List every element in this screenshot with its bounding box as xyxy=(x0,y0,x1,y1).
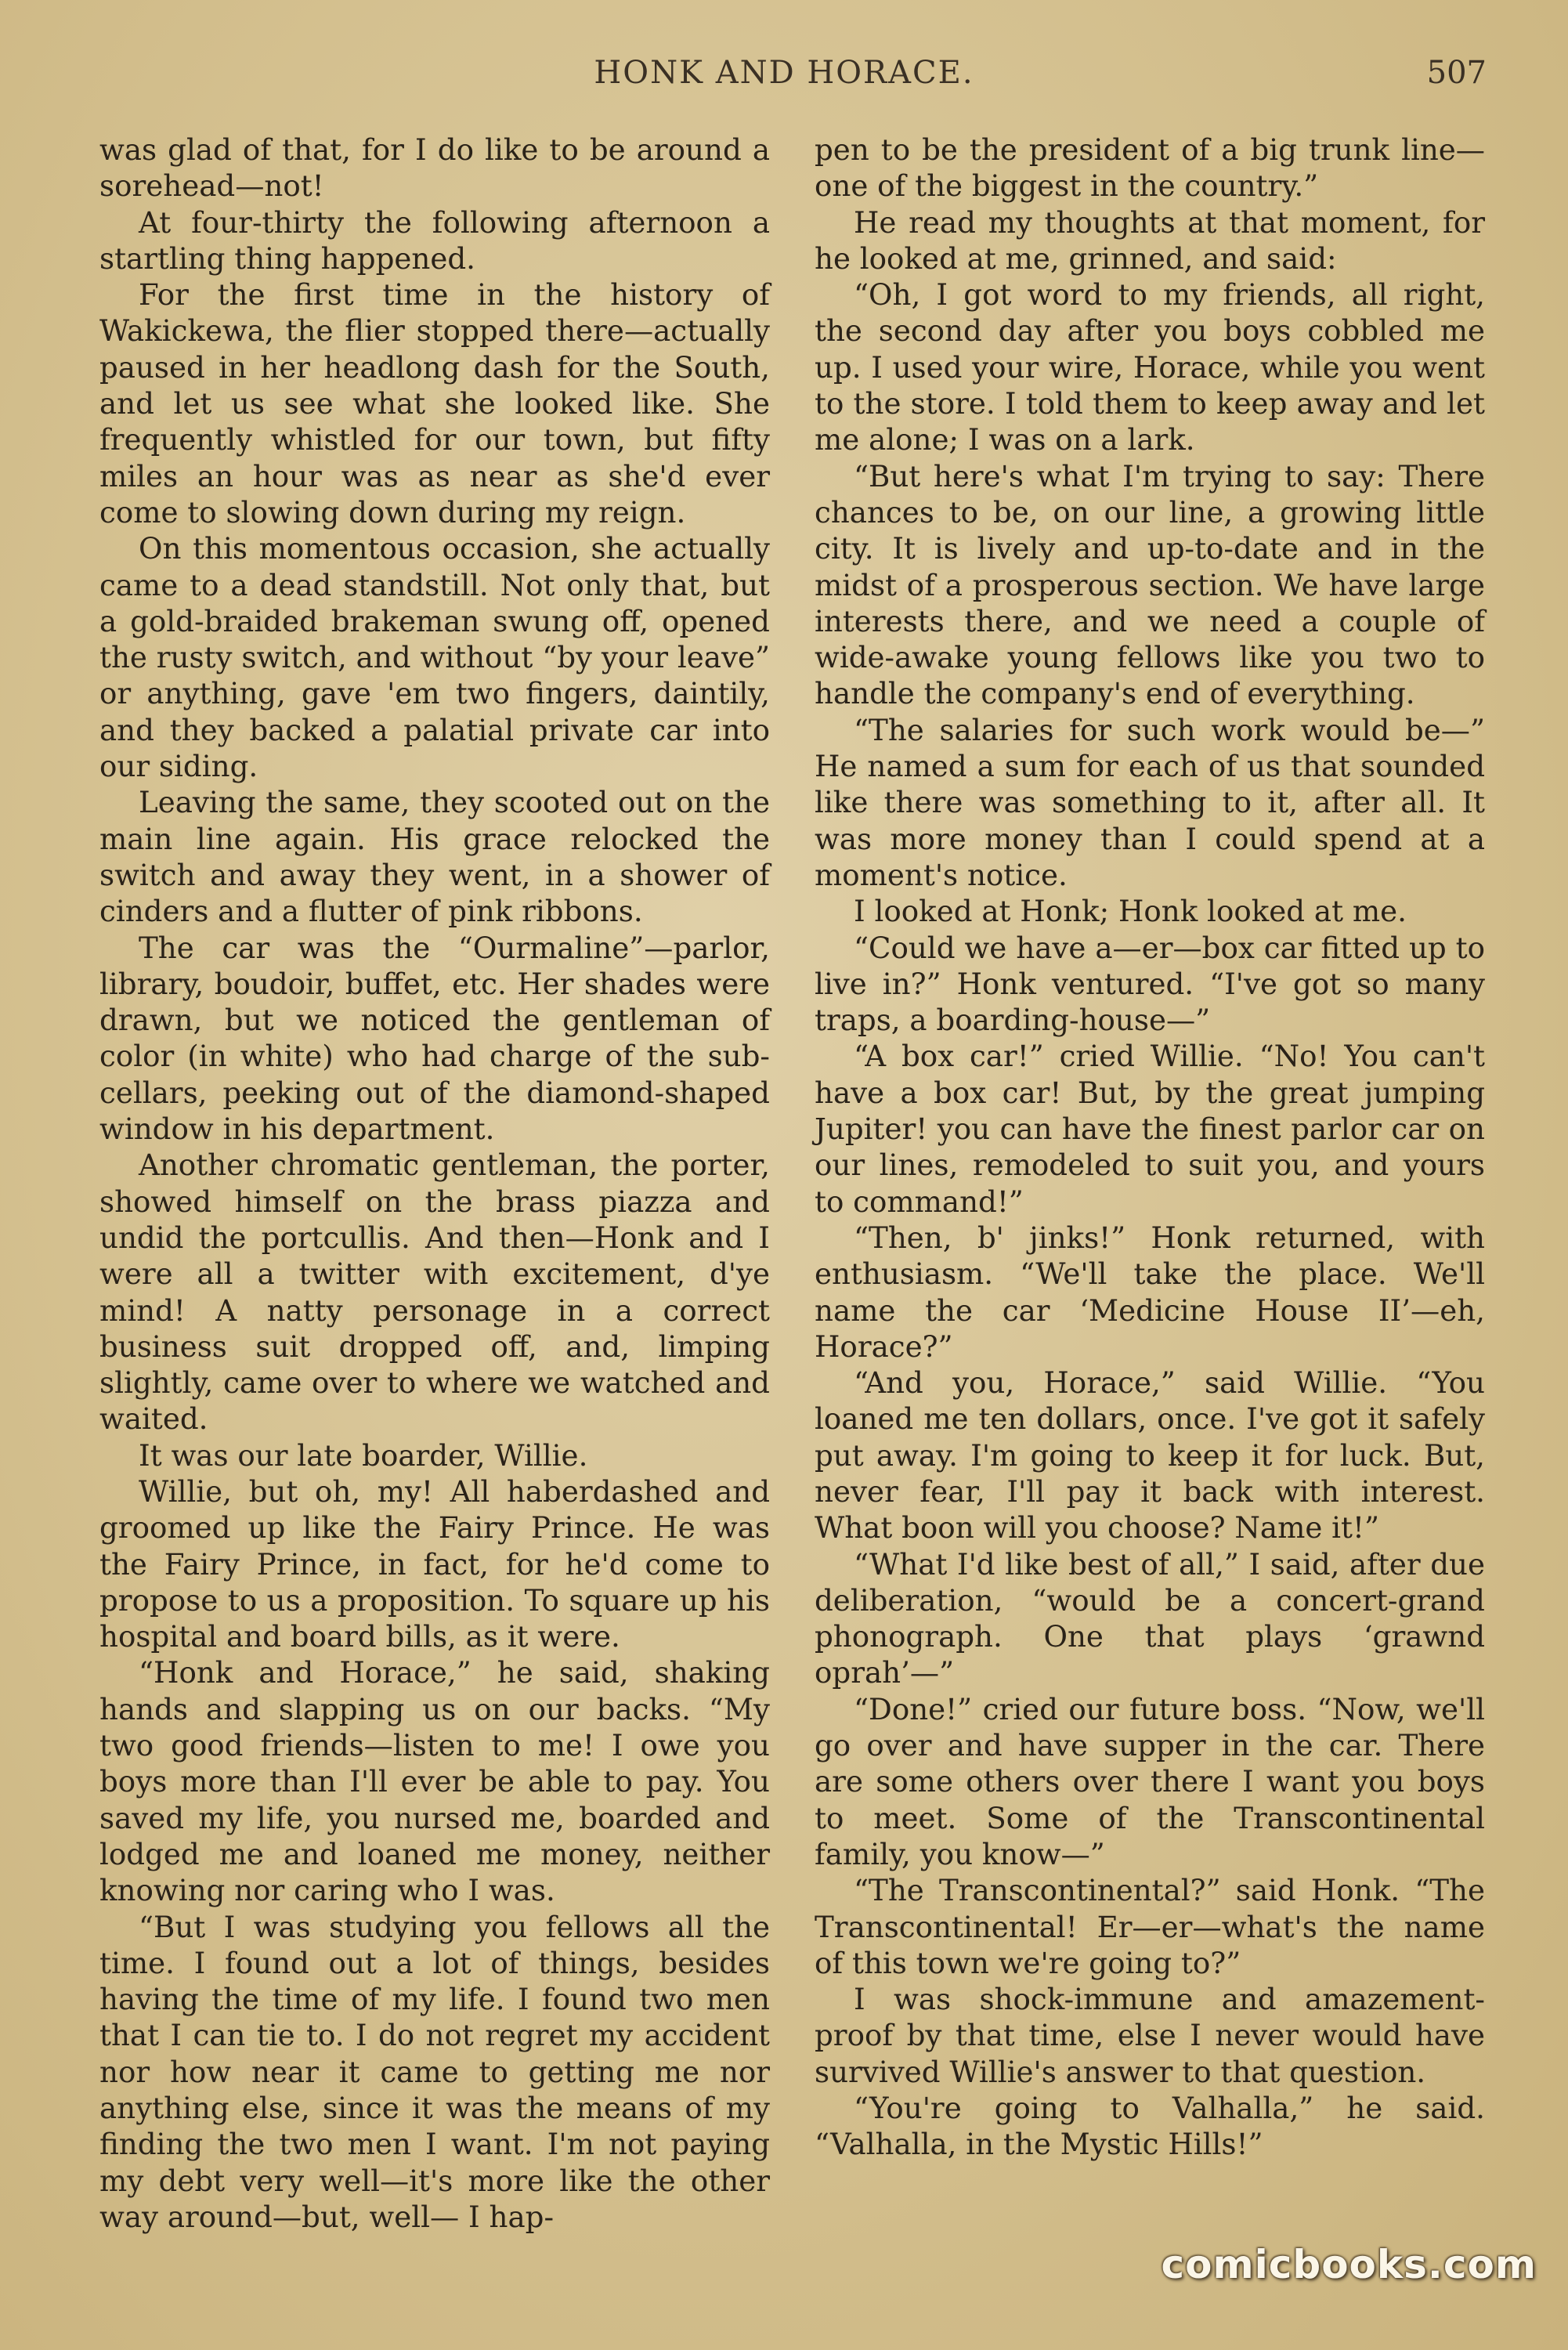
paragraph: On this momentous occasion, she actually came to a dead standstill. Not only that, but a gold-braided brakeman swung off, opened the rusty switch, and without “by your leave” or anything, gave 'em two fingers, daintily, and they backed a palatial private car into our siding. xyxy=(99,531,770,784)
paragraph: “Done!” cried our future boss. “Now, we'll go over and have supper in the car. There are some others over there I want you boys to meet. Some of the Transcontinental family, you know—” xyxy=(815,1691,1485,1871)
paragraph: “But I was studying you fellows all the time. I found out a lot of things, besides having the time of my life. I found two men that I can tie to. I do not regret my accident nor how near it came to getting me nor anything else, since it was the means of my finding the two men I want. I'm not paying my debt very well—it's more like the other way around—but, well— I hap- xyxy=(99,1909,770,2234)
paragraph: I was shock-immune and amazement-proof by that time, else I never would have survived Willie's answer to that question. xyxy=(815,1982,1485,2089)
running-title: HONK AND HORACE. xyxy=(594,55,974,91)
paragraph: “Oh, I got word to my friends, all right, the second day after you boys cobbled me up. I used your wire, Horace, while you went to the store. I told them to keep away and let me alone; I was on a lark. xyxy=(815,277,1485,457)
paragraph: At four-thirty the following afternoon a startling thing happened. xyxy=(99,204,770,276)
left-column xyxy=(99,132,770,2235)
paragraph: It was our late boarder, Willie. xyxy=(139,1437,588,1473)
watermark: comicbooks.com xyxy=(1161,2242,1537,2287)
paragraph: “And you, Horace,” said Willie. “You loaned me ten dollars, once. I've got it safely put away. I'm going to keep it for luck. But, never fear, I'll pay it back with interest. What boon will you choose? Name it!” xyxy=(815,1365,1485,1546)
paragraph: Leaving the same, they scooted out on the main line again. His grace relocked the switch and away they went, in a shower of cinders and a flutter of pink ribbons. xyxy=(99,785,770,929)
paragraph: “Honk and Horace,” he said, shaking hands and slapping us on our backs. “My two good friends—listen to me! I owe you boys more than I'll ever be able to pay. You saved my life, you nursed me, boarded and lodged me and loaned me money, neither knowing nor caring who I was. xyxy=(99,1655,770,1908)
paragraph: The car was the “Ourmaline”—parlor, library, boudoir, buffet, etc. Her shades were drawn, but we noticed the gentleman of color (in white) who had charge of the sub-cellars, peeking out of the diamond-shaped window in his department. xyxy=(99,930,770,1147)
paragraph: pen to be the president of a big trunk line—one of the biggest in the country.” xyxy=(815,132,1485,204)
paragraph: “What I'd like best of all,” I said, after due deliberation, “would be a concert-grand phonograph. One that plays ‘grawnd oprah’—” xyxy=(815,1546,1485,1690)
paragraph: “But here's what I'm trying to say: There chances to be, on our line, a growing little city. It is lively and up-to-date and in the midst of a prosperous section. We have large interests there, and we need a couple of wide-awake young fellows like you two to handle the company's end of everything. xyxy=(815,458,1485,711)
paragraph: “The Transcontinental?” said Honk. “The Transcontinental! Er—er—what's the name of this town we're going to?” xyxy=(815,1873,1485,1980)
paragraph: “You're going to Valhalla,” he said. “Valhalla, in the Mystic Hills!” xyxy=(815,2091,1485,2162)
paragraph: For the first time in the history of Wakickewa, the flier stopped there—actually paused in her headlong dash for the South, and let us see what she looked like. She frequently whistled for our town, but fifty miles an hour was as near as she'd ever come to slowing down during my reign. xyxy=(99,277,770,530)
page-number: 507 xyxy=(1426,55,1487,91)
paragraph: was glad of that, for I do like to be around a sorehead—not! xyxy=(99,132,770,204)
paragraph: He read my thoughts at that moment, for he looked at me, grinned, and said: xyxy=(815,204,1485,276)
paragraph: I looked at Honk; Honk looked at me. xyxy=(854,894,1407,929)
paragraph: “Could we have a—er—box car fitted up to live in?” Honk ventured. “I've got so many traps, a boarding-house—” xyxy=(815,930,1485,1038)
right-column xyxy=(815,132,1485,2163)
paragraph: “A box car!” cried Willie. “No! You can't have a box car! But, by the great jumping Jupiter! you can have the finest parlor car on our lines, remodeled to suit you, and yours to command!” xyxy=(815,1039,1485,1219)
paragraph: “Then, b' jinks!” Honk returned, with enthusiasm. “We'll take the place. We'll name the car ‘Medicine House II’—eh, Horace?” xyxy=(815,1220,1485,1364)
page-header xyxy=(0,55,1568,110)
paragraph: Willie, but oh, my! All haberdashed and groomed up like the Fairy Prince. He was the Fairy Prince, in fact, for he'd come to propose to us a proposition. To square up his hospital and board bills, as it were. xyxy=(99,1473,770,1654)
paragraph: “The salaries for such work would be—” He named a sum for each of us that sounded like there was something to it, after all. It was more money than I could spend at a moment's notice. xyxy=(815,712,1485,892)
paragraph: Another chromatic gentleman, the porter, showed himself on the brass piazza and undid the portcullis. And then—Honk and I were all a twitter with excitement, d'ye mind! A natty personage in a correct business suit dropped off, and, limping slightly, came over to where we watched and waited. xyxy=(99,1148,770,1437)
